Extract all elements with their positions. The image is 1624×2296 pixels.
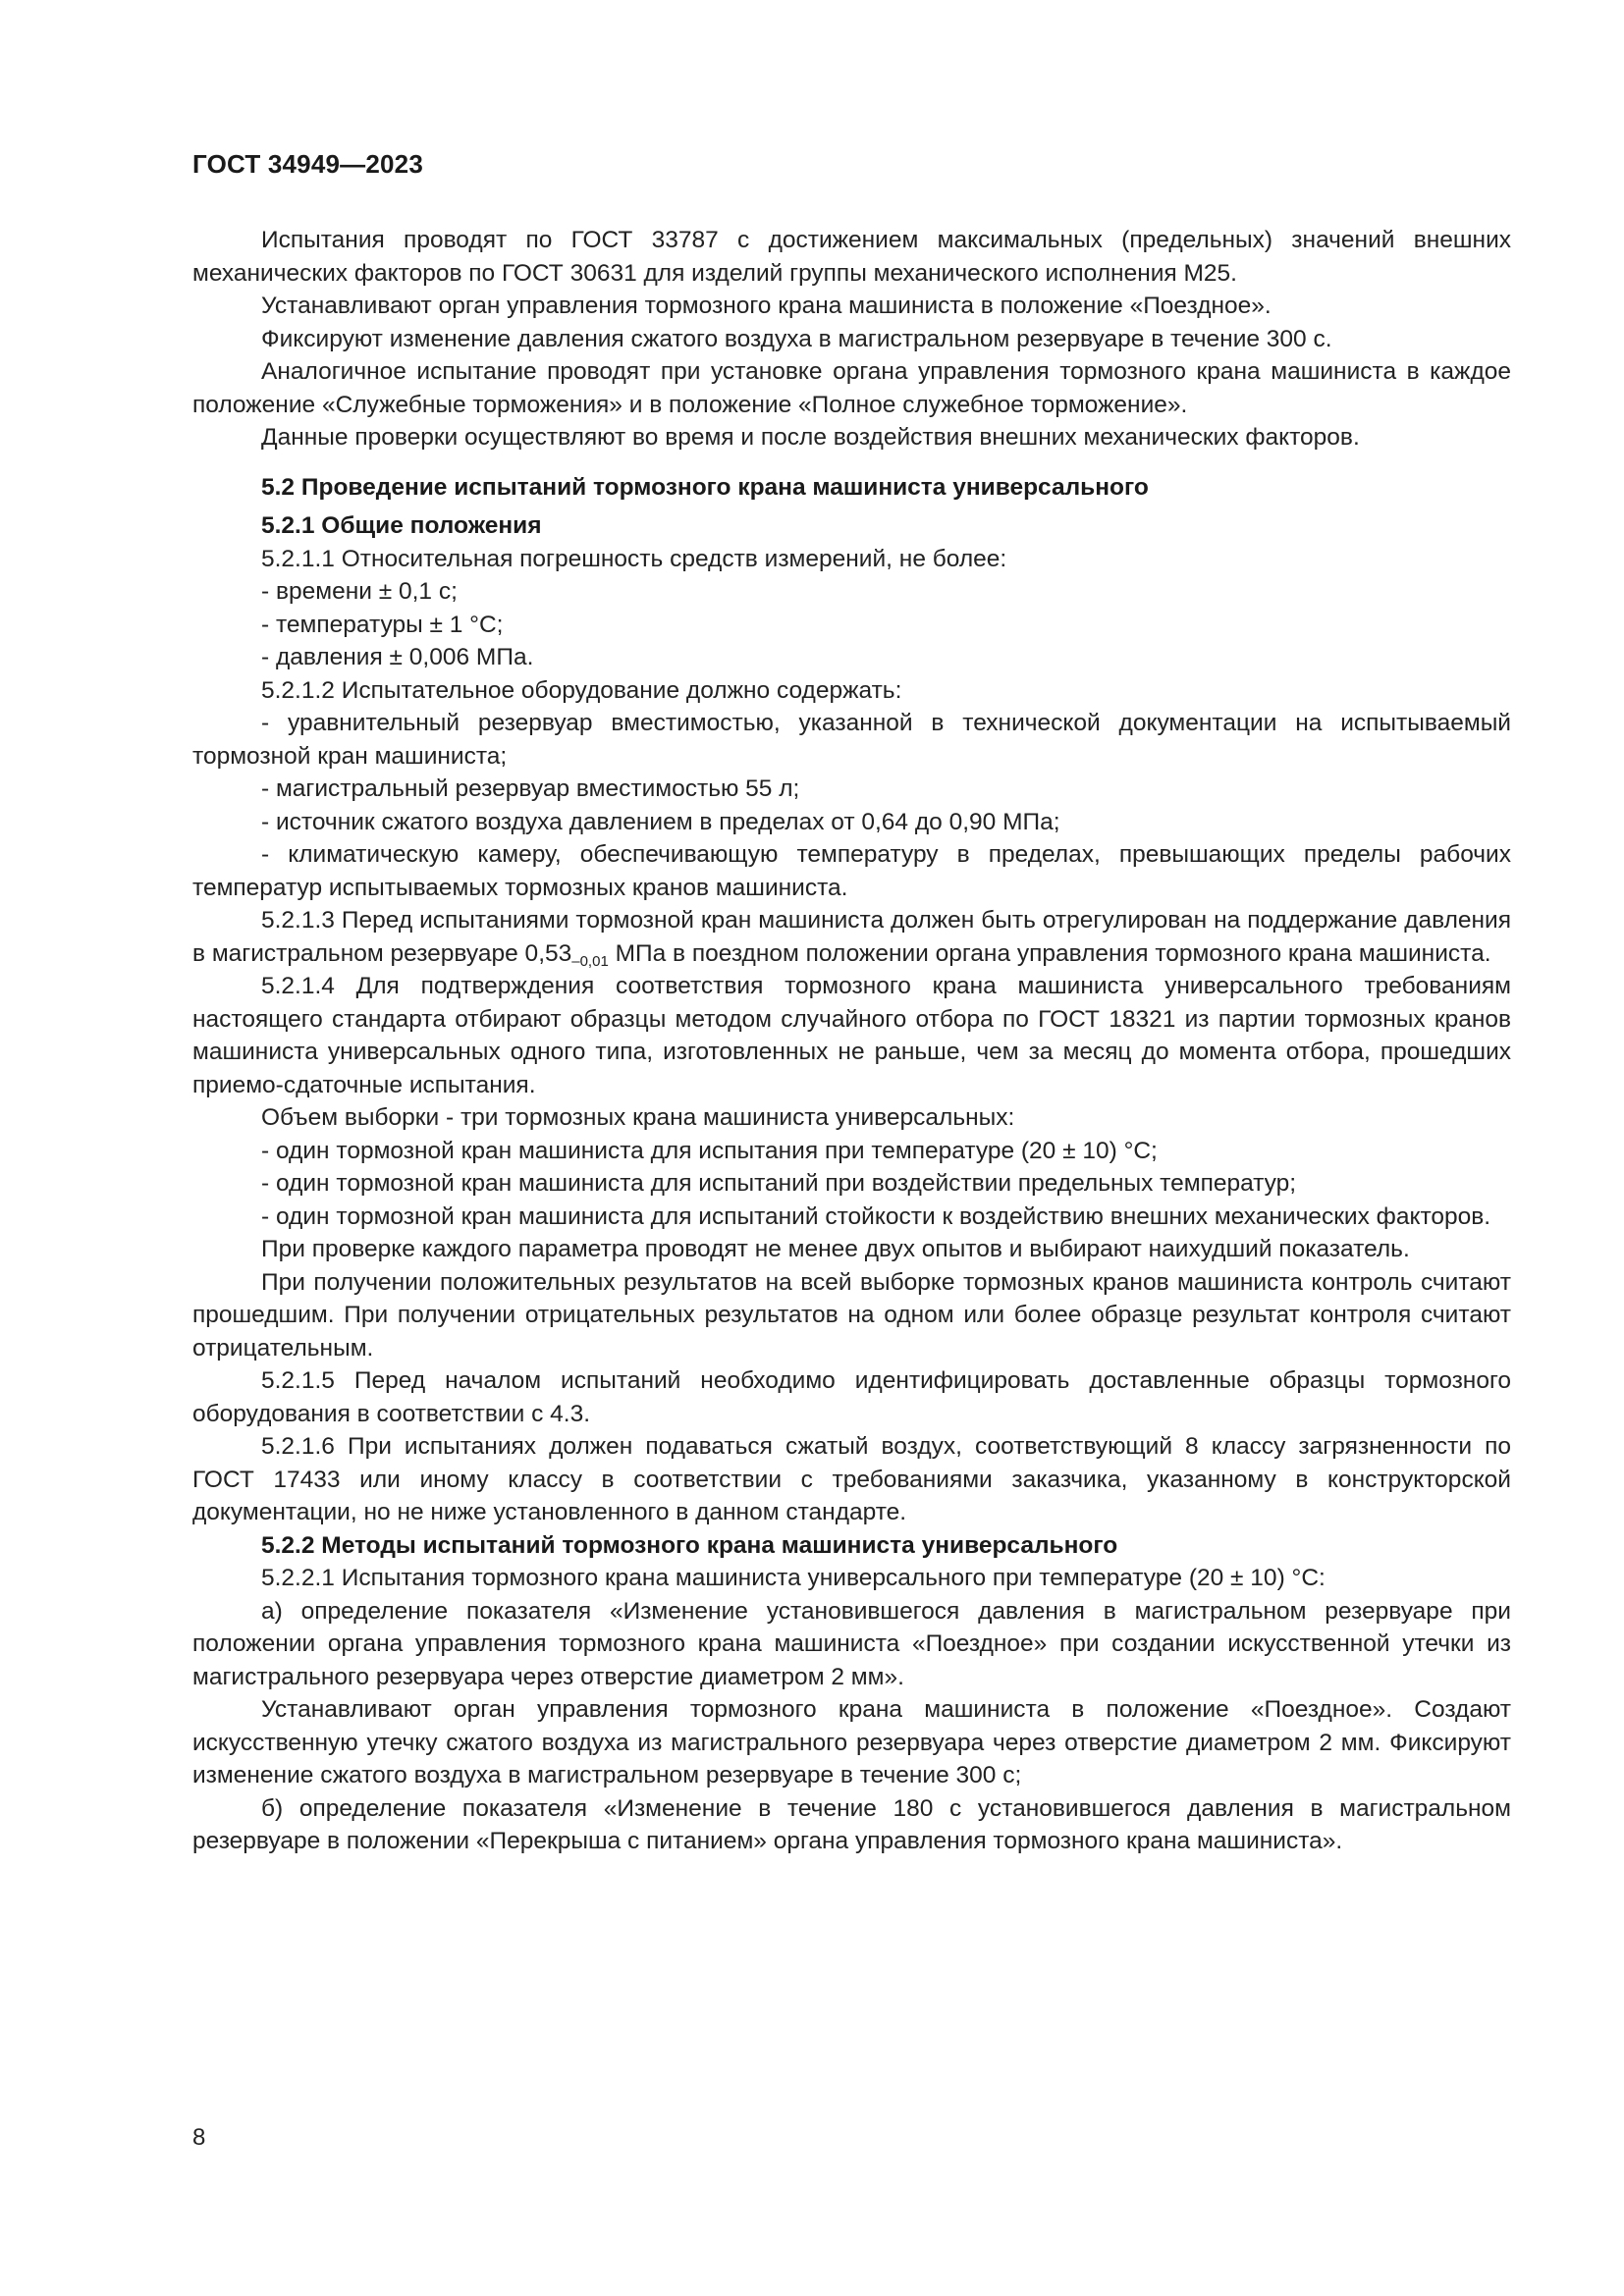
list-item: - климатическую камеру, обеспечивающую температуру в пределах, превышающих пределы рабочих температур испытываемых тормозных кранов машиниста.: [192, 841, 1511, 901]
paragraph: Устанавливают орган управления тормозного крана машиниста в положение «Поездное».: [261, 293, 1272, 319]
list-item: б) определение показателя «Изменение в течение 180 с установившегося давления в магистральном резервуаре в положении «Перекрыша с питанием» органа управления тормозного крана машиниста».: [192, 1794, 1511, 1854]
list-item: - один тормозной кран машиниста для испытаний стойкости к воздействию внешних механических факторов.: [261, 1202, 1491, 1230]
clause-text: МПа в поездном положении органа управления тормозного крана машиниста.: [608, 939, 1491, 967]
clause-5-2-1-1: 5.2.1.1 Относительная погрешность средств измерений, не более:: [261, 545, 1007, 572]
clause-5-2-1-5: 5.2.1.5 Перед началом испытаний необходимо идентифицировать доставленные образцы тормозного оборудования в соответствии с 4.3.: [192, 1367, 1511, 1427]
paragraph: Данные проверки осуществляют во время и после воздействия внешних механических факторов.: [261, 424, 1360, 451]
list-item: - источник сжатого воздуха давлением в пределах от 0,64 до 0,90 МПа;: [261, 808, 1060, 835]
clause-5-2-2-1: 5.2.2.1 Испытания тормозного крана машиниста универсального при температуре (20 ± 10) °С:: [261, 1565, 1326, 1591]
list-item: - магистральный резервуар вместимостью 55 л;: [261, 775, 800, 802]
paragraph: Испытания проводят по ГОСТ 33787 с достижением максимальных (предельных) значений внешних механических факторов по ГОСТ 30631 для изделий группы механического исполнения М25.: [192, 227, 1511, 287]
list-item: - температуры ± 1 °С;: [261, 611, 504, 638]
paragraph: Фиксируют изменение давления сжатого воздуха в магистральном резервуаре в течение 300 с.: [261, 325, 1332, 352]
list-item: - уравнительный резервуар вместимостью, указанной в технической документации на испытываемый тормозной кран машиниста;: [192, 710, 1511, 770]
document-number-header: ГОСТ 34949—2023: [192, 149, 423, 179]
paragraph: Объем выборки - три тормозных крана машиниста универсальных:: [261, 1104, 1015, 1131]
list-item: - один тормозной кран машиниста для испытаний при воздействии предельных температур;: [261, 1170, 1297, 1197]
list-item: а) определение показателя «Изменение установившегося давления в магистральном резервуаре при положении органа управления тормозного крана машиниста «Поездное» при создании искусственной утечки из магистрального резервуара через отверстие диаметром 2 мм».: [192, 1597, 1511, 1690]
document-body: [192, 224, 1511, 1858]
subsection-heading-5-2-2: 5.2.2 Методы испытаний тормозного крана машиниста универсального: [261, 1531, 1118, 1559]
subsection-heading-5-2-1: 5.2.1 Общие положения: [261, 512, 542, 539]
list-item: - времени ± 0,1 с;: [261, 578, 458, 605]
clause-5-2-1-2: 5.2.1.2 Испытательное оборудование должно содержать:: [261, 676, 902, 704]
paragraph: Устанавливают орган управления тормозного крана машиниста в положение «Поездное». Создают искусственную утечку сжатого воздуха из магистрального резервуара через отверстие диаметром 2 мм. Фиксируют изменение сжатого воздуха в магистральном резервуаре в течение 300 с;: [192, 1696, 1511, 1789]
clause-5-2-1-6: 5.2.1.6 При испытаниях должен подаваться сжатый воздух, соответствующий 8 классу загрязненности по ГОСТ 17433 или иному классу в соответствии с требованиями заказчика, указанному в конструкторской документации, но не ниже установленного в данном стандарте.: [192, 1433, 1511, 1525]
paragraph: Аналогичное испытание проводят при установке органа управления тормозного крана машиниста в каждое положение «Служебные торможения» и в положение «Полное служебное торможение».: [192, 358, 1511, 418]
clause-5-2-1-3: [192, 904, 1511, 970]
tolerance-subscript: –0,01: [571, 952, 609, 970]
list-item: - один тормозной кран машиниста для испытания при температуре (20 ± 10) °С;: [261, 1137, 1158, 1164]
paragraph: При получении положительных результатов на всей выборке тормозных кранов машиниста контроль считают прошедшим. При получении отрицательных результатов на одном или более образце результат контроля считают отрицательным.: [192, 1268, 1511, 1362]
clause-5-2-1-4: 5.2.1.4 Для подтверждения соответствия тормозного крана машиниста универсального требованиям настоящего стандарта отбирают образцы методом случайного отбора по ГОСТ 18321 из партии тормозных кранов машиниста универсальных одного типа, изготовленных не раньше, чем за месяц до момента отбора, прошедших приемо-сдаточные испытания.: [192, 973, 1511, 1098]
list-item: - давления ± 0,006 МПа.: [261, 644, 534, 670]
section-heading-5-2: 5.2 Проведение испытаний тормозного крана машиниста универсального: [261, 473, 1149, 501]
page-number: 8: [192, 2124, 206, 2151]
clause-text: 5.2.1.3 Перед испытаниями тормозной кран машиниста должен быть отрегулирован на поддержание давления в магистральном резервуаре 0,53: [192, 907, 1511, 967]
paragraph: При проверке каждого параметра проводят не менее двух опытов и выбирают наихудший показатель.: [261, 1236, 1410, 1262]
